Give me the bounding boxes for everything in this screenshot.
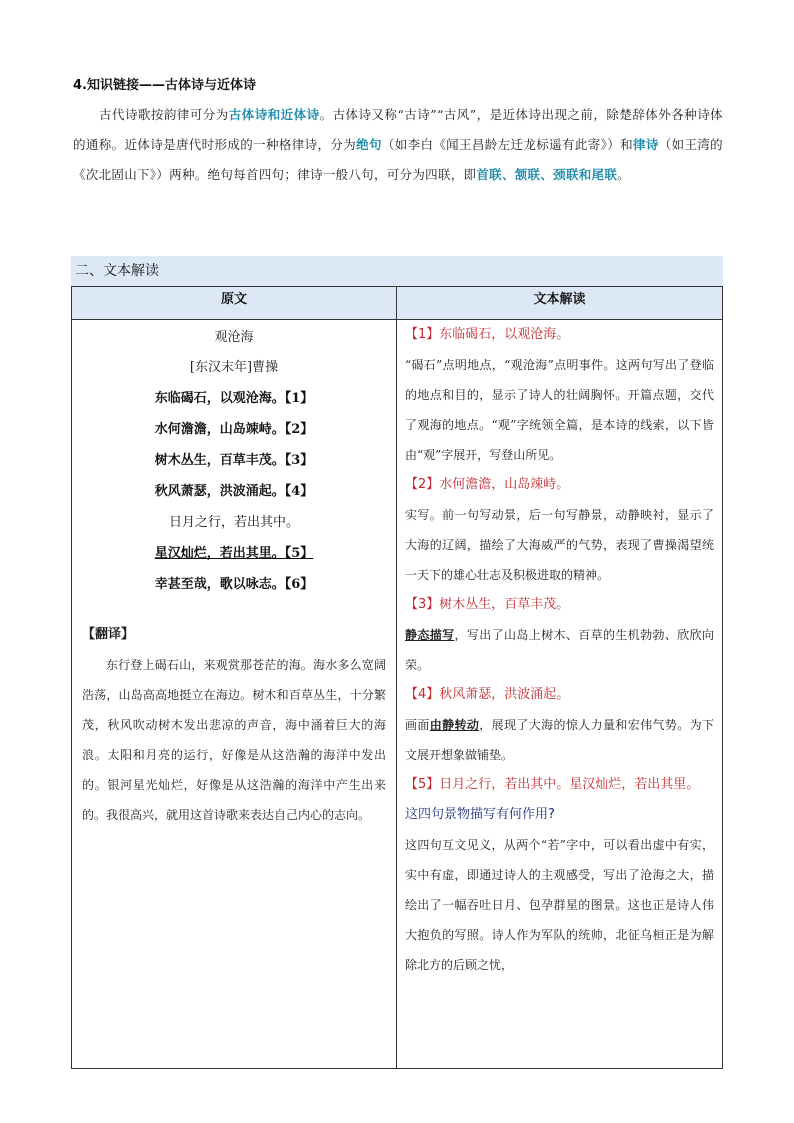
analysis-4-text: ，展现了大海的惊人力量和宏伟气势。为下文展开想象做铺垫。	[405, 718, 714, 762]
poem-line-4: 秋风萧瑟，洪波涌起。【4】	[154, 484, 314, 499]
table-body-row	[72, 320, 723, 1069]
analysis-5-body: 这四句互文见义，从两个“若”字中，可以看出虚中有实，实中有虚，即通过诗人的主观感受，写出了沧海之大，描绘出了一幅吞吐日月、包孕群星的图景。这也正是诗人伟大抱负的写照。诗人作为军队的统帅，北征乌桓正是为解除北方的后顾之忧，	[405, 838, 714, 972]
analysis-3-term: 静态描写	[405, 628, 455, 642]
analysis-4-term: 由静转动	[429, 718, 480, 732]
intro-text-5: 。	[617, 167, 630, 182]
analysis-2-body: 实写。前一句写动景，后一句写静景，动静映衬，显示了大海的辽阔，描绘了大海威严的气势，表现了曹操渴望统一天下的雄心壮志及积极进取的精神。	[405, 508, 714, 582]
analysis-1-heading: 【1】东临碣石，以观沧海。	[405, 327, 570, 342]
analysis-1-body: “碣石”点明地点，“观沧海”点明事件。这两句写出了登临的地点和目的，显示了诗人的壮阔胸怀。开篇点题，交代了观海的地点。“观”字统领全篇，是本诗的线索，以下皆由“观”字展开，写登山所见。	[405, 358, 714, 462]
analysis-table	[71, 286, 723, 1069]
poem-author: [东汉末年]曹操	[189, 360, 279, 375]
section-heading-4: 4.知识链接——古体诗与近体诗	[73, 78, 256, 93]
column-header-original: 原文	[72, 287, 397, 320]
poem-line-6	[82, 538, 386, 569]
intro-paragraph	[73, 100, 723, 190]
poem-line-3: 树木丛生，百草丰茂。【3】	[154, 453, 314, 468]
analysis-5-question: 这四句景物描写有何作用?	[405, 807, 555, 822]
analysis-3-body	[405, 620, 714, 680]
analysis-4-pre: 画面	[405, 718, 430, 732]
table-header-row	[72, 287, 723, 320]
analysis-3-heading: 【3】树木丛生，百草丰茂。	[405, 597, 570, 612]
original-text-cell	[72, 320, 397, 1069]
intro-highlight-3: 律诗	[632, 137, 659, 152]
poem-title: 观沧海	[214, 330, 254, 345]
intro-highlight-1: 古体诗和近体诗	[228, 107, 320, 122]
analysis-4-body	[405, 710, 714, 770]
column-header-analysis: 文本解读	[397, 287, 723, 320]
section-title-bar: 二、文本解读	[71, 256, 723, 286]
analysis-cell	[397, 320, 723, 1069]
poem-line-6-text: 星汉灿烂，若出其里。【5】	[154, 546, 314, 561]
analysis-2-heading: 【2】水何澹澹，山岛竦峙。	[405, 477, 570, 492]
analysis-5-heading: 【5】日月之行，若出其中。星汉灿烂，若出其里。	[405, 777, 700, 792]
translation-text: 东行登上碣石山，来观赏那苍茫的海。海水多么宽阔浩荡，山岛高高地挺立在海边。树木和百草丛生，十分繁茂，秋风吹动树木发出悲凉的声音，海中涌着巨大的海浪。太阳和月亮的运行，好像是从这浩瀚的海洋中发出的。银河星光灿烂，好像是从这浩瀚的海洋中产生出来的。我很高兴，就用这首诗歌来表达自己内心的志向。	[82, 658, 386, 822]
poem-line-1: 东临碣石，以观沧海。【1】	[154, 391, 314, 406]
intro-text-4: （如王湾的《次北固山下》）两种。绝句每首四句；律诗一般八句，可分为四联，即	[73, 137, 723, 182]
poem-line-2: 水何澹澹，山岛竦峙。【2】	[154, 422, 314, 437]
translation-label: 【翻译】	[82, 627, 135, 642]
poem-line-7: 幸甚至哉，歌以咏志。【6】	[154, 577, 314, 592]
intro-text-1: 古代诗歌按韵律可分为	[99, 107, 229, 122]
intro-text-2: 。古体诗又称“古诗”“古风”，是近体诗出现之前，除楚辞体外各种诗体的通称。近体诗是唐代时形成的一种格律诗，分为	[73, 107, 723, 152]
intro-highlight-4: 首联、颔联、颈联和尾联	[476, 167, 618, 182]
poem-line-5: 日月之行，若出其中。	[168, 515, 299, 530]
intro-text-3: （如李白《闻王昌龄左迁龙标遥有此寄》）和	[381, 137, 633, 152]
analysis-4-heading: 【4】秋风萧瑟，洪波涌起。	[405, 687, 570, 702]
analysis-3-text: ，写出了山岛上树木、百草的生机勃勃、欣欣向荣。	[405, 628, 714, 672]
intro-highlight-2: 绝句	[356, 137, 382, 152]
